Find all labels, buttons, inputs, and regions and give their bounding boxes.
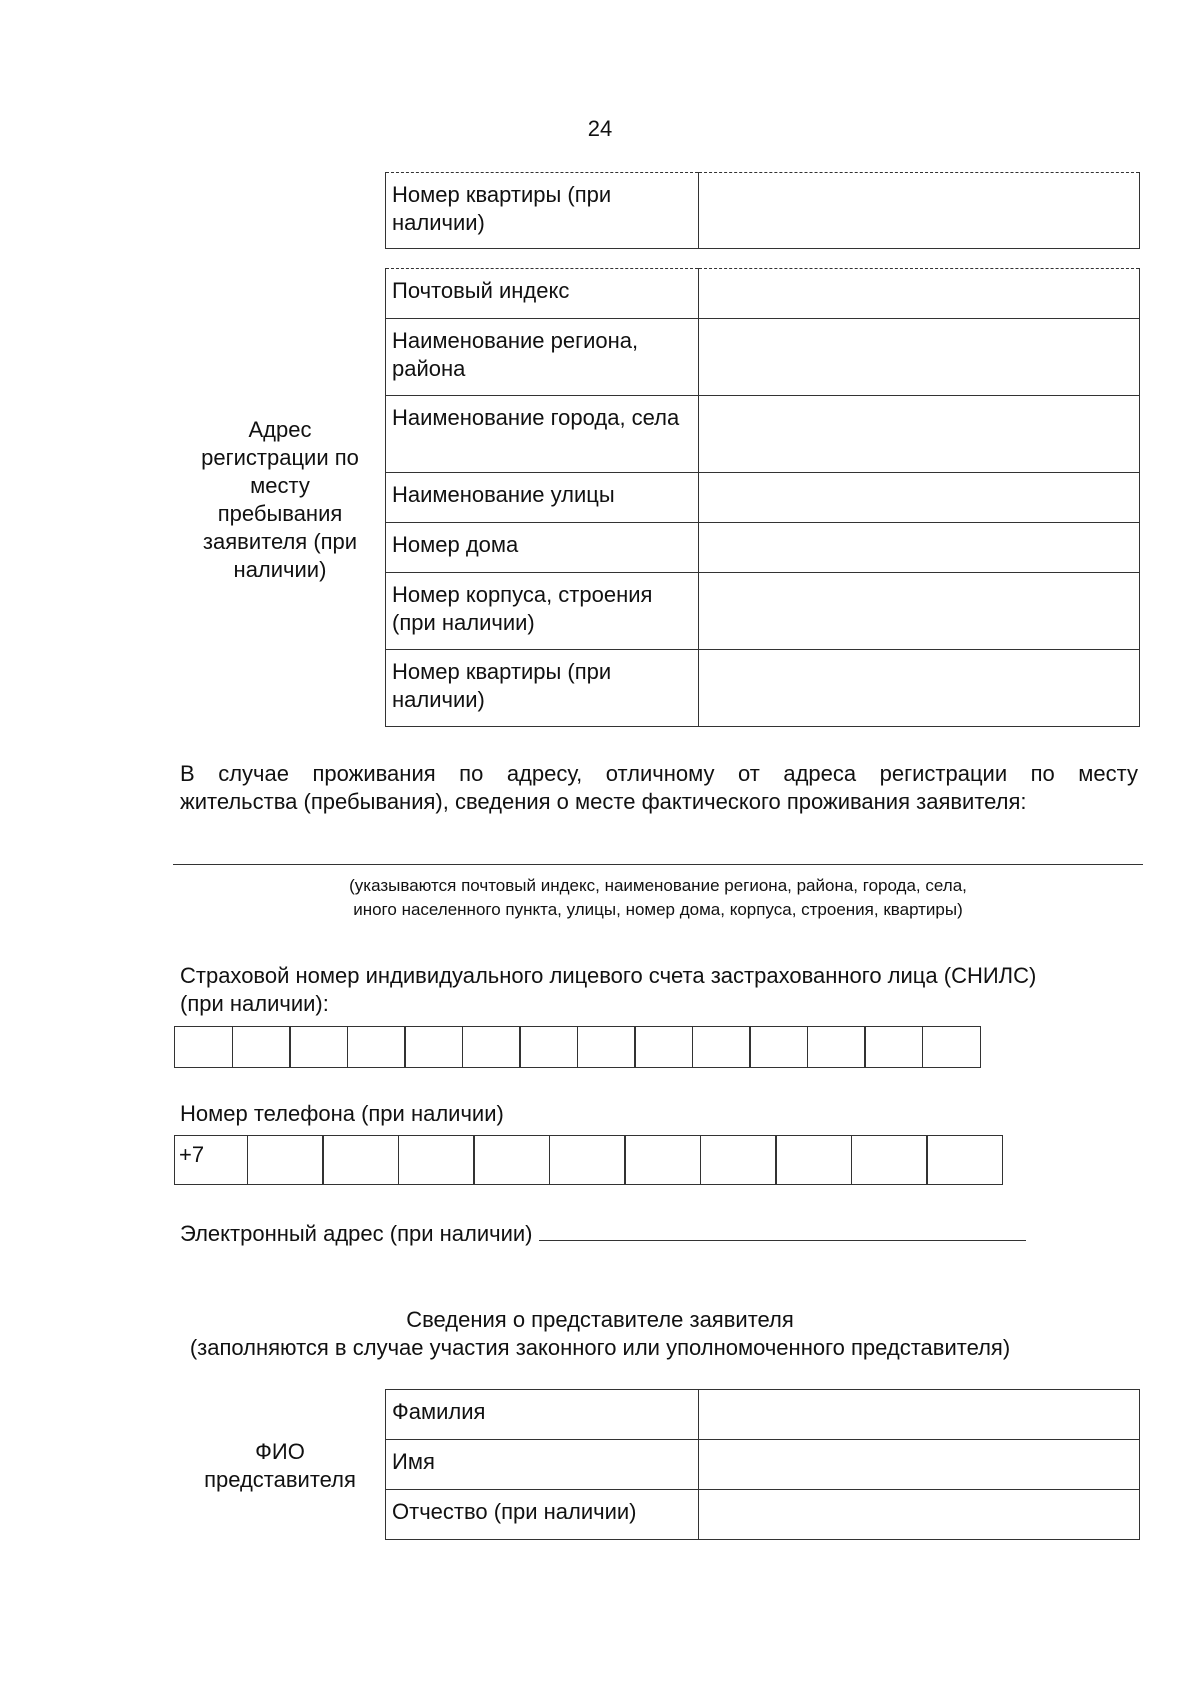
snils-digit-box[interactable]: [922, 1026, 981, 1068]
table-row: [386, 523, 1140, 573]
email-input-line[interactable]: [539, 1218, 1026, 1241]
house-number-field[interactable]: [699, 523, 1140, 573]
phone-digit-box[interactable]: [398, 1135, 475, 1185]
field-label: Наименование региона, района: [386, 319, 699, 396]
representative-title: Сведения о представителе заявителя: [406, 1307, 794, 1332]
snils-digit-box[interactable]: [749, 1026, 808, 1068]
field-label: Почтовый индекс: [386, 269, 699, 319]
snils-label-line1: Страховой номер индивидуального лицевого счета застрахованного лица (СНИЛС): [180, 963, 1037, 988]
phone-digit-boxes: [174, 1135, 1003, 1185]
table-row: [386, 1490, 1140, 1540]
representative-group-label: [185, 1438, 375, 1494]
table-row: [386, 573, 1140, 650]
first-name-field[interactable]: [699, 1440, 1140, 1490]
apartment-field[interactable]: [699, 650, 1140, 727]
phone-digit-box[interactable]: [700, 1135, 777, 1185]
table-row: [386, 1440, 1140, 1490]
phone-label: Номер телефона (при наличии): [180, 1101, 504, 1126]
snils-digit-box[interactable]: [692, 1026, 751, 1068]
snils-digit-box[interactable]: [404, 1026, 463, 1068]
page-number: 24: [587, 116, 613, 141]
snils-digit-boxes: [174, 1026, 981, 1068]
phone-digit-box[interactable]: [549, 1135, 626, 1185]
field-label: Номер квартиры (при наличии): [386, 650, 699, 727]
stay-address-table: [385, 268, 1140, 727]
phone-digit-box[interactable]: [473, 1135, 550, 1185]
snils-digit-box[interactable]: [577, 1026, 636, 1068]
phone-prefix: +7: [174, 1135, 248, 1185]
field-label: Номер корпуса, строения (при наличии): [386, 573, 699, 650]
phone-digit-box[interactable]: [926, 1135, 1003, 1185]
phone-digit-box[interactable]: [851, 1135, 928, 1185]
snils-label-line2: (при наличии):: [180, 991, 329, 1016]
street-field[interactable]: [699, 473, 1140, 523]
representative-table: [385, 1389, 1140, 1540]
snils-digit-box[interactable]: [462, 1026, 521, 1068]
snils-digit-box[interactable]: [807, 1026, 866, 1068]
field-label: Наименование улицы: [386, 473, 699, 523]
surname-field[interactable]: [699, 1390, 1140, 1440]
snils-digit-box[interactable]: [174, 1026, 233, 1068]
residence-hint-line1: (указываются почтовый индекс, наименование региона, района, города, села,: [349, 876, 967, 895]
representative-group-label-line1: ФИО: [255, 1439, 305, 1464]
stay-address-group-label: Адрес регистрации по месту пребывания заявителя (при наличии): [201, 417, 359, 582]
phone-digit-box[interactable]: [247, 1135, 324, 1185]
field-label: Имя: [386, 1440, 699, 1490]
patronymic-field[interactable]: [699, 1490, 1140, 1540]
table-row: [386, 473, 1140, 523]
apartment-number-field[interactable]: [699, 173, 1140, 249]
phone-digit-box[interactable]: [775, 1135, 852, 1185]
table-row: [386, 396, 1140, 473]
email-row: [180, 1218, 1026, 1248]
snils-digit-box[interactable]: [289, 1026, 348, 1068]
field-label: Номер дома: [386, 523, 699, 573]
building-field[interactable]: [699, 573, 1140, 650]
representative-group-label-line2: представителя: [204, 1467, 356, 1492]
snils-digit-box[interactable]: [519, 1026, 578, 1068]
residence-text-line1: В случае проживания по адресу, отличному от адреса регистрации по месту: [180, 761, 1138, 786]
field-label: Фамилия: [386, 1390, 699, 1440]
table-row: [386, 269, 1140, 319]
field-label: Отчество (при наличии): [386, 1490, 699, 1540]
field-label: Наименование города, села: [386, 396, 699, 473]
snils-digit-box[interactable]: [864, 1026, 923, 1068]
phone-digit-box[interactable]: [624, 1135, 701, 1185]
residence-text-line2: жительства (пребывания), сведения о месте фактического проживания заявителя:: [180, 789, 1027, 814]
table-row: [386, 173, 1140, 249]
residence-fill-line[interactable]: [173, 864, 1143, 865]
postal-code-field[interactable]: [699, 269, 1140, 319]
table-row: [386, 319, 1140, 396]
snils-digit-box[interactable]: [634, 1026, 693, 1068]
representative-subtitle: (заполняются в случае участия законного или уполномоченного представителя): [189, 1335, 1011, 1360]
region-field[interactable]: [699, 319, 1140, 396]
city-field[interactable]: [699, 396, 1140, 473]
table-row: [386, 650, 1140, 727]
snils-digit-box[interactable]: [347, 1026, 406, 1068]
phone-digit-box[interactable]: [322, 1135, 399, 1185]
top-address-table: [385, 172, 1140, 249]
snils-digit-box[interactable]: [232, 1026, 291, 1068]
field-label: Номер квартиры (при наличии): [386, 173, 699, 249]
email-label: Электронный адрес (при наличии): [180, 1221, 533, 1246]
residence-hint-line2: иного населенного пункта, улицы, номер дома, корпуса, строения, квартиры): [353, 900, 963, 919]
table-row: [386, 1390, 1140, 1440]
